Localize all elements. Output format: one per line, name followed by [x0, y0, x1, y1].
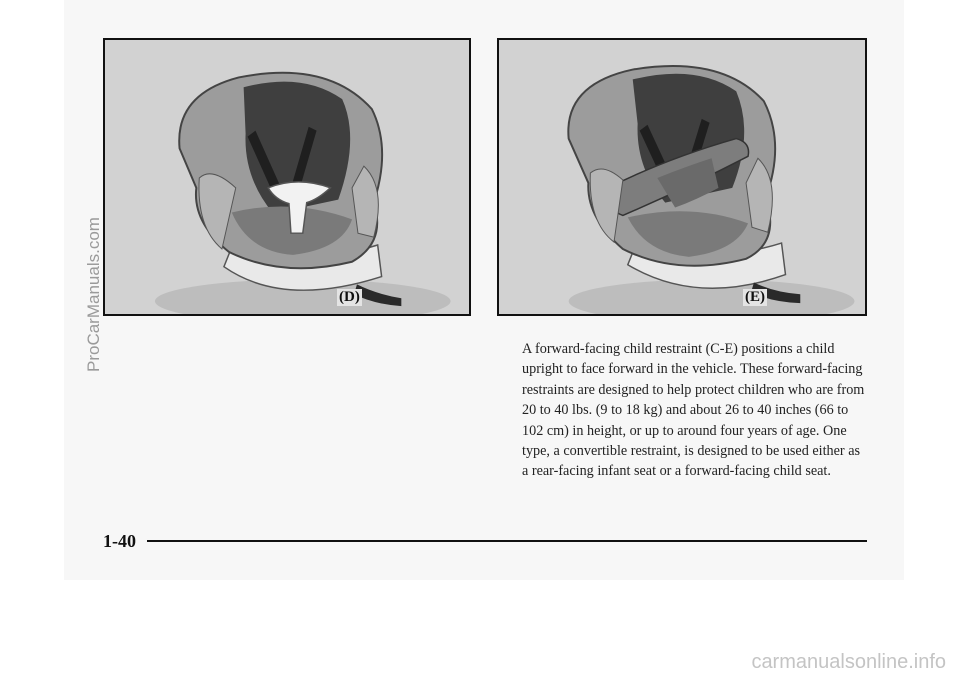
page-number: 1-40	[103, 531, 136, 551]
side-watermark: ProCarManuals.com	[84, 217, 103, 372]
figure-child-seat-e	[497, 38, 867, 316]
body-paragraph: A forward-facing child restraint (C-E) positions a child upright to face forward in the vehicle. These forward-facing restraints are designed to help protect children who are from 20 to 40 lbs. (9 to 18 kg) and about 26 to 40 inches (66 to 102 cm) in height, or up to around four years of age. One type, a convertible restraint, is designed to be used either as a rear-facing infant seat or a forward-facing child seat.	[522, 341, 865, 480]
figure-child-seat-d	[103, 38, 471, 316]
footer-watermark: carmanualsonline.info	[751, 651, 946, 673]
child-seat-e-illustration	[499, 40, 865, 314]
figure-label-d: (D)	[339, 289, 360, 305]
child-seat-d-illustration	[105, 40, 469, 314]
figure-label-e: (E)	[745, 289, 765, 305]
footer-rule	[147, 540, 867, 542]
